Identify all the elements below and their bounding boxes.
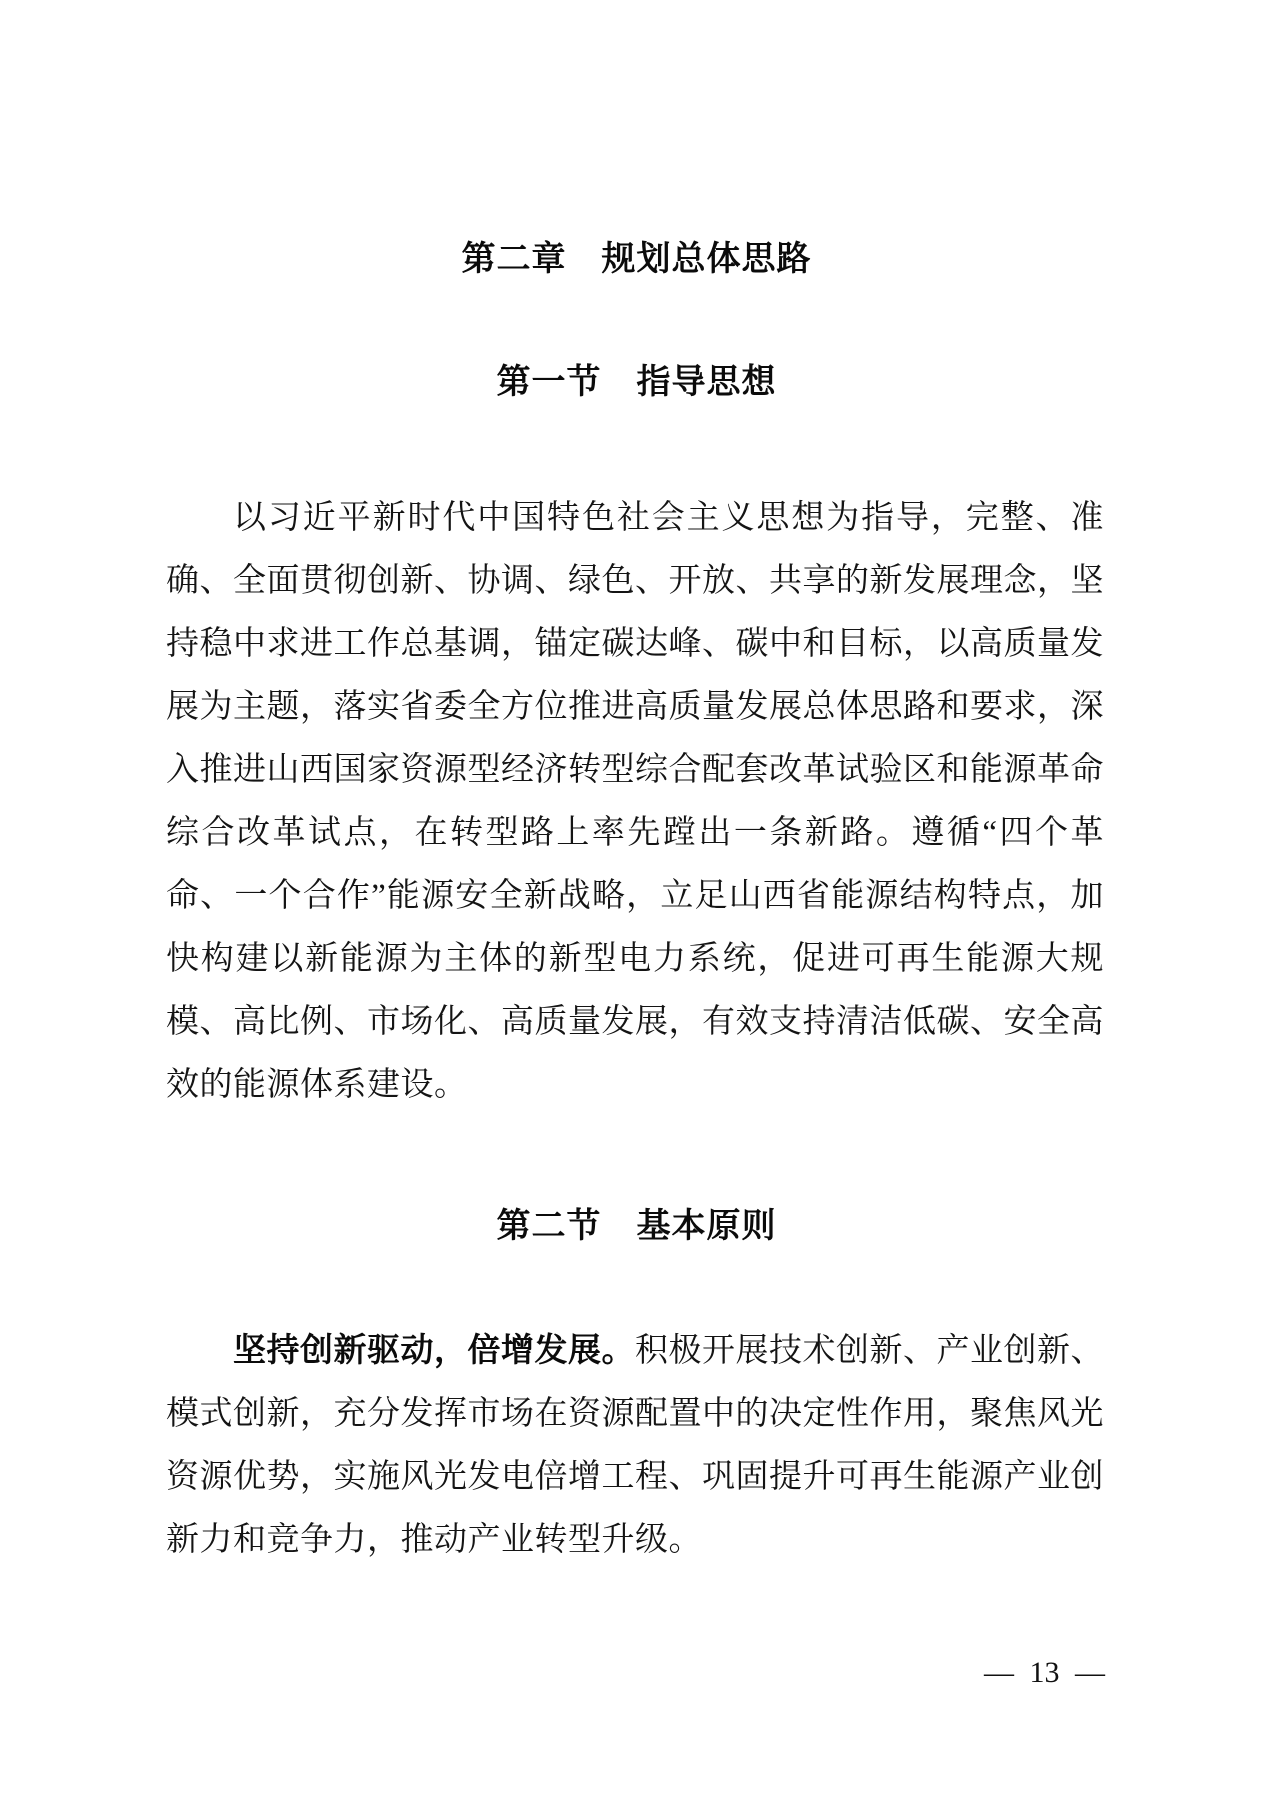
section-1-paragraph: 以习近平新时代中国特色社会主义思想为指导，完整、准确、全面贯彻创新、协调、绿色、开放、共享的新发展理念，坚持稳中求进工作总基调，锚定碳达峰、碳中和目标，以高质量发展为主题，落实省委全方位推进高质量发展总体思路和要求，深入推进山西国家资源型经济转型综合配套改革试验区和能源革命综合改革试点，在转型路上率先蹚出一条新路。遵循“四个革命、一个合作”能源安全新战略，立足山西省能源结构特点，加快构建以新能源为主体的新型电力系统，促进可再生能源大规模、高比例、市场化、高质量发展，有效支持清洁低碳、安全高效的能源体系建设。	[166, 500, 1104, 1103]
section-1-heading: 第一节 指导思想	[496, 364, 777, 401]
section-2-paragraph-body: 积极开展技术创新、产业创新、模式创新，充分发挥市场在资源配置中的决定性作用，聚焦风光资源优势，实施风光发电倍增工程、巩固提升可再生能源产业创新力和竞争力，推动产业转型升级。	[166, 1333, 1104, 1558]
section-2-heading: 第二节 基本原则	[496, 1208, 777, 1245]
page-number: — 13 —	[984, 1656, 1105, 1689]
section-2-paragraph-lead: 坚持创新驱动，倍增发展。	[233, 1333, 635, 1369]
section-2-paragraph	[166, 1320, 1104, 1572]
chapter-title: 第二章 规划总体思路	[461, 240, 812, 278]
